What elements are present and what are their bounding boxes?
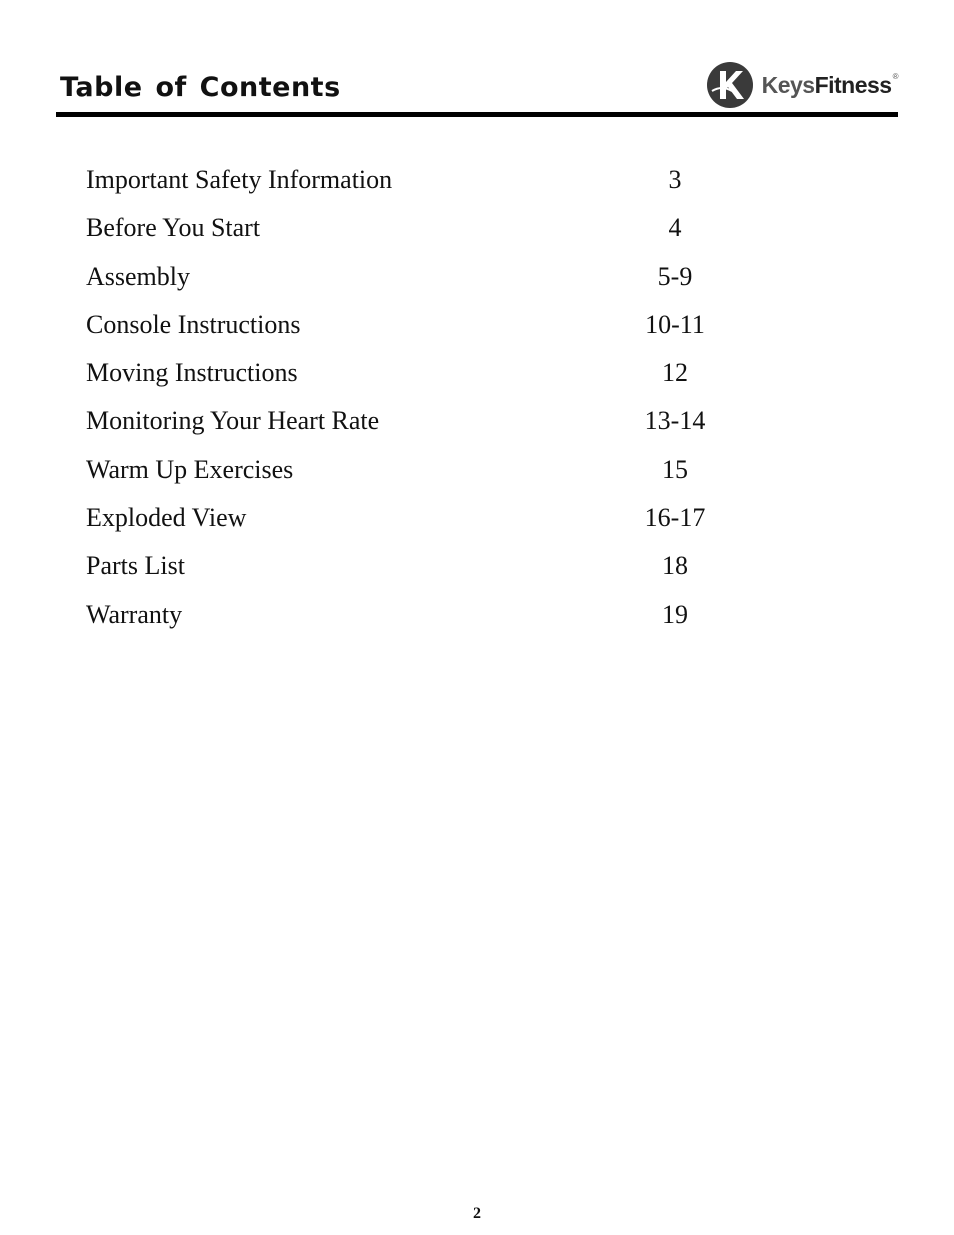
toc-entry-label: Parts List (86, 551, 185, 581)
toc-row (86, 546, 786, 594)
toc-entry-label: Important Safety Information (86, 165, 393, 194)
toc-entry-page: 15 (662, 454, 688, 484)
toc-entry-label: Warranty (86, 599, 183, 629)
toc-entry-label: Exploded View (86, 503, 247, 533)
brand-wordmark (762, 72, 898, 99)
toc-entry-page: 4 (668, 213, 682, 243)
toc-row (86, 353, 786, 401)
toc-entry-label: Monitoring Your Heart Rate (86, 406, 380, 436)
toc-row (86, 257, 786, 305)
brand-wordmark-fitness: Fitness (814, 71, 892, 98)
registered-mark: ® (892, 71, 898, 81)
toc-entry-page: 5-9 (657, 261, 693, 291)
toc-entry-page: 16-17 (644, 503, 706, 533)
page-number: 2 (473, 1205, 481, 1222)
keys-fitness-logo-icon (706, 61, 754, 109)
toc-entry-page: 13-14 (644, 406, 706, 436)
table-of-contents (86, 160, 786, 643)
toc-row (86, 160, 786, 208)
toc-row (86, 450, 786, 498)
toc-row (86, 401, 786, 449)
toc-entry-page: 19 (662, 599, 688, 629)
toc-row (86, 498, 786, 546)
toc-row (86, 305, 786, 353)
toc-row (86, 208, 786, 256)
toc-entry-label: Before You Start (86, 213, 261, 243)
toc-entry-page: 10-11 (645, 309, 705, 339)
brand-logo (706, 59, 898, 111)
toc-entry-label: Assembly (86, 261, 190, 291)
toc-row (86, 595, 786, 643)
toc-entry-page: 12 (662, 358, 688, 388)
brand-wordmark-keys: Keys (761, 71, 815, 98)
toc-entry-label: Console Instructions (86, 309, 301, 339)
header-rule (56, 112, 898, 117)
toc-entry-label: Warm Up Exercises (86, 454, 294, 484)
page-title: Table of Contents (60, 72, 341, 103)
toc-entry-page: 18 (662, 551, 688, 581)
toc-entry-label: Moving Instructions (86, 358, 298, 388)
page-header (56, 56, 898, 118)
toc-entry-page: 3 (668, 165, 682, 194)
